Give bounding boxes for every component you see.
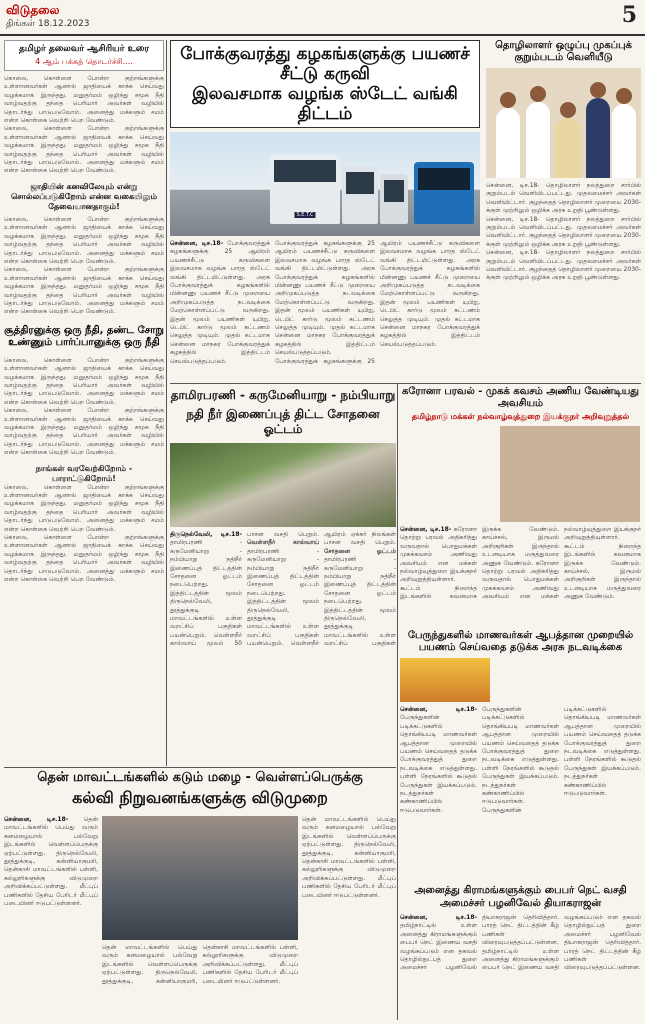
bus-image bbox=[342, 166, 378, 224]
section-divider bbox=[4, 767, 396, 768]
river-body-text: தாமிரபரணி - கருமேனியாறு - நம்பியாறு நதிநீர் இணைப்புத் திட்டத்தின் சோதனை ஓட்டம் நடைபெற்றது. இத்திட்டத்தின் மூலம் திருநெல்வேலி, தூத்துக்குடி மாவட்டங்களில் உள்ள வறட்சிப் பகுதிகள் bbox=[324, 556, 396, 648]
event-photo bbox=[486, 68, 641, 178]
bus-photo bbox=[170, 132, 480, 236]
editorial-continued: 4 ஆம் பக்கத் தொடர்ச்சி.... bbox=[35, 57, 133, 66]
river-headline-line1: தாமிரபரணி - கருமேனியாறு - நம்பியாறு bbox=[170, 388, 396, 402]
rain-headline-line1: தென் மாவட்டங்களில் கடும் மழை - வெள்ளப்பெருக்கு bbox=[37, 770, 363, 785]
river-link-story bbox=[170, 386, 396, 648]
river-body-text: தாமிரபரணி - கருமேனியாறு - நம்பியாறு நதிநீர் இணைப்புத் திட்டத்தின் சோதனை ஓட்டம் நடைபெற்றது. இத்திட்டத்தின் மூலம் திருநெல்வேலி, தூத்துக்குடி மாவட்டங்களில் உள்ள வறட்சிப் பகுதிகள் பயன்பெறும். வெள்ளநீர் ஆயிரம் ஏக்கர் நிலங்கள் பாசன வசதி பெறும். bbox=[247, 531, 396, 648]
bus-image bbox=[414, 162, 474, 224]
fibernet-body bbox=[400, 914, 641, 1014]
river-subhead: சோதனை ஓட்டம் bbox=[324, 547, 396, 555]
corona-body bbox=[400, 526, 641, 626]
fibernet-headline-line1: அனைத்து கிராமங்களுக்கும் பைபர் நெட் வசதி bbox=[414, 885, 627, 896]
river-dateline: திருநெல்வேலி, டிச.18- bbox=[170, 531, 242, 538]
fibernet-story bbox=[400, 884, 641, 1020]
corona-dateline: சென்னை, டிச.18- bbox=[400, 526, 452, 533]
students-body-text: பேருந்துகளின் படிக்கட்டுகளில் தொங்கியபடி மாணவர்கள் ஆபத்தான முறையில் பயணம் செய்வதைத் தடுக்க போக்குவரத்துத் துறை நடவடிக்கை எடுத்துள்ளது. பள்ளி நேரங்களில் கூடுதல் பேருந்துகள் இயக்கப்படும். நடத்துநர்கள் கண்காணிப்பில் ஈடுபடுவார்கள். bbox=[482, 706, 559, 806]
editorial-header bbox=[4, 40, 164, 71]
corona-body-text: கரோனா தொற்று பரவல் அதிகரித்து வருவதால் பொதுமக்கள் முகக்கவசம் அணிவது அவசியம் என மக்கள் நல்வாழ்வுத்துறை இயக்குநர் அறிவுறுத்தியுள்ளார். கூட்டம் நிறைந்த இடங்களில் கவனமாக இருக்க வேண்டும். காய்ச்சல், இருமல் அறிகுறிகள் இருந்தால் உடனடியாக மருத்துவரை அணுக வேண்டும். bbox=[482, 526, 641, 601]
rain-headline-line2: கல்வி நிறுவனங்களுக்கு விடுமுறை bbox=[72, 788, 328, 807]
lead-headline bbox=[170, 40, 480, 128]
editorial-body-8: கொலை, கொள்ளை போன்ற குற்றங்களுக்கு உள்ளானவர்கள் ஆனால் ஜாதியைக் காக்க செய்வது வழக்கமாக இருந்தது. மனுதர்மம் ஒழிந்து சமூக நீதி வாழ்வதற்கு தந்தை பெரியார் அவர்கள் வழியில் தொடர்ந்து பாடுபடுவோம். அனைத்து மக்களும் சமம் என்ற கொள்கை வெற்றி பெற வேண்டும். bbox=[4, 534, 164, 584]
students-bus-story bbox=[400, 630, 641, 880]
rain-body-text: தென் மாவட்டங்களில் பெய்து வரும் கனமழையால் பல்வேறு இடங்களில் வெள்ளப்பெருக்கு ஏற்பட்டுள்ளது. திருநெல்வேலி, தூத்துக்குடி, கன்னியாகுமரி, தென்காசி மாவட்டங்களில் பள்ளி, கல்லூரிகளுக்கு விடுமுறை அறிவிக்கப்பட்டுள்ளது. மீட்புப் பணிகளில் தேசிய பேரிடர் மீட்புப் படையினர் ஈடுபட்டுள்ளனர். bbox=[4, 816, 98, 908]
lead-headline-line1: போக்குவரத்து கழகங்களுக்கு பயணச் சீட்டு கருவி bbox=[180, 44, 470, 84]
rain-body-bottom: தென் மாவட்டங்களில் பெய்து வரும் கனமழையால் பல்வேறு இடங்களில் வெள்ளப்பெருக்கு ஏற்பட்டுள்ளது. திருநெல்வேலி, தூத்துக்குடி, கன்னியாகுமரி, தென்காசி மாவட்டங்களில் பள்ளி, கல்லூரிகளுக்கு விடுமுறை அறிவிக்கப்பட்டுள்ளது. மீட்புப் பணிகளில் தேசிய பேரிடர் மீட்புப் படையினர் ஈடுபட்டுள்ளனர். bbox=[102, 944, 298, 985]
editorial-column bbox=[4, 40, 164, 766]
rain-story bbox=[4, 770, 396, 1020]
editorial-body: கொலை, கொள்ளை போன்ற குற்றங்களுக்கு உள்ளானவர்கள் ஆனால் ஜாதியைக் காக்க செய்வது வழக்கமாக இருந்தது. மனுதர்மம் ஒழிந்து சமூக நீதி வாழ்வதற்கு தந்தை பெரியார் அவர்கள் வழியில் தொடர்ந்து பாடுபடுவோம். அனைத்து மக்களும் சமம் என்ற கொள்கை வெற்றி பெற வேண்டும். bbox=[4, 75, 164, 125]
rain-body-left bbox=[4, 816, 98, 1020]
editorial-pullquote: ஜாதியின் கனவிலேயும் என்று சொல்லப்படுகிறோம் என்ன வகையிலும் தேவையானதாகும்! bbox=[10, 181, 158, 211]
mask-photo bbox=[500, 426, 640, 522]
editorial-body-2: கொலை, கொள்ளை போன்ற குற்றங்களுக்கு உள்ளானவர்கள் ஆனால் ஜாதியைக் காக்க செய்வது வழக்கமாக இருந்தது. மனுதர்மம் ஒழிந்து சமூக நீதி வாழ்வதற்கு தந்தை பெரியார் அவர்கள் வழியில் தொடர்ந்து பாடுபடுவோம். அனைத்து மக்களும் சமம் என்ற கொள்கை வெற்றி பெற வேண்டும். bbox=[4, 125, 164, 175]
lead-story bbox=[170, 40, 480, 380]
lead-body-text: போக்குவரத்துக் கழகங்களுக்கு 25 ஆயிரம் பயணச்சீட்டு கருவிகளை இலவசமாக வழங்க பாரத ஸ்டேட் வங்கி திட்டமிட்டுள்ளது. அரசு போக்குவரத்துக் கழகங்களில் மின்னணு பயணச் சீட்டு முறையை அறிமுகப்படுத்த நடவடிக்கை மேற்கொள்ளப்பட்டு வருகிறது. இதன் மூலம் பயணிகள் யுபிஐ, டெபிட் கார்டு மூலம் கட்டணம் செலுத்த முடியும். முதல் கட்டமாக சென்னை மாநகர போக்குவரத்துக் கழகத்தில் இத்திட்டம் செயல்படுத்தப்படும். bbox=[275, 240, 375, 357]
short-film-body-2: சென்னை, டிச.18- தொழிலாளர் நலத்துறை சார்பில் குறும்படம் வெளியிடப்பட்டது. முதலமைச்சர் அவர்கள் வெளியிட்டார். குழந்தைத் தொழிலாளர் முறையை 2030-க்குள் முற்றிலும் ஒழிக்க அரசு உறுதி பூண்டுள்ளது. bbox=[486, 215, 641, 248]
editorial-body-3: கொலை, கொள்ளை போன்ற குற்றங்களுக்கு உள்ளானவர்கள் ஆனால் ஜாதியைக் காக்க செய்வது வழக்கமாக இருந்தது. மனுதர்மம் ஒழிந்து சமூக நீதி வாழ்வதற்கு தந்தை பெரியார் அவர்கள் வழியில் தொடர்ந்து பாடுபடுவோம். அனைத்து மக்களும் சமம் என்ற கொள்கை வெற்றி பெற வேண்டும். bbox=[4, 215, 164, 265]
lead-body-text: போக்குவரத்துக் கழகங்களுக்கு 25 ஆயிரம் பயணச்சீட்டு கருவிகளை இலவசமாக வழங்க பாரத ஸ்டேட் வங்கி திட்டமிட்டுள்ளது. அரசு போக்குவரத்துக் கழகங்களில் மின்னணு பயணச் சீட்டு முறையை அறிமுகப்படுத்த நடவடிக்கை மேற்கொள்ளப்பட்டு வருகிறது. இதன் மூலம் பயணிகள் யுபிஐ, டெபிட் கார்டு மூலம் கட்டணம் செலுத்த முடியும். முதல் கட்டமாக சென்னை மாநகர போக்குவரத்துக் கழகத்தில் இத்திட்டம் செயல்படுத்தப்படும். bbox=[170, 240, 270, 365]
corona-body-text: கரோனா தொற்று பரவல் அதிகரித்து வருவதால் பொதுமக்கள் முகக்கவசம் அணிவது அவசியம் என மக்கள் நல்வாழ்வுத்துறை இயக்குநர் அறிவுறுத்தியுள்ளார். கூட்டம் நிறைந்த இடங்களில் கவனமாக இருக்க வேண்டும். காய்ச்சல், இருமல் அறிகுறிகள் இருந்தால் உடனடியாக மருத்துவரை அணுக வேண்டும். bbox=[400, 526, 559, 601]
students-body bbox=[400, 706, 641, 876]
masthead bbox=[0, 0, 645, 36]
students-headline-line1: பேருந்துகளில் மாணவர்கள் ஆபத்தான முறையில் bbox=[407, 630, 634, 641]
short-film-body: சென்னை, டிச.18- தொழிலாளர் நலத்துறை சார்பில் குறும்படம் வெளியிடப்பட்டது. முதலமைச்சர் அவர்கள் வெளியிட்டார். குழந்தைத் தொழிலாளர் முறையை 2030-க்குள் முற்றிலும் ஒழிக்க அரசு உறுதி பூண்டுள்ளது. bbox=[486, 182, 641, 215]
rain-body-right: தென் மாவட்டங்களில் பெய்து வரும் கனமழையால் பல்வேறு இடங்களில் வெள்ளப்பெருக்கு ஏற்பட்டுள்ளது. திருநெல்வேலி, தூத்துக்குடி, கன்னியாகுமரி, தென்காசி மாவட்டங்களில் பள்ளி, கல்லூரிகளுக்கு விடுமுறை அறிவிக்கப்பட்டுள்ளது. மீட்புப் பணிகளில் தேசிய பேரிடர் மீட்புப் படையினர் ஈடுபட்டுள்ளனர். bbox=[302, 816, 396, 899]
lead-body-text: போக்குவரத்துக் கழகங்களுக்கு 25 ஆயிரம் பயணச்சீட்டு கருவிகளை இலவசமாக வழங்க பாரத ஸ்டேட் வங்கி திட்டமிட்டுள்ளது. அரசு போக்குவரத்துக் கழகங்களில் மின்னணு பயணச் சீட்டு முறையை அறிமுகப்படுத்த நடவடிக்கை மேற்கொள்ளப்பட்டு வருகிறது. இதன் மூலம் பயணிகள் யுபிஐ, டெபிட் கார்டு மூலம் கட்டணம் செலுத்த முடியும். முதல் கட்டமாக சென்னை மாநகர போக்குவரத்துக் கழகத்தில் இத்திட்டம் செயல்படுத்தப்படும். bbox=[275, 240, 480, 365]
column-divider bbox=[397, 383, 398, 1020]
editorial-signoff: நாங்கள் வரவேற்கிறோம் - பாராட்டுகிறோம்! bbox=[35, 463, 133, 483]
corona-story bbox=[400, 386, 641, 626]
bus-image bbox=[270, 154, 340, 224]
editorial-body-4: கொலை, கொள்ளை போன்ற குற்றங்களுக்கு உள்ளானவர்கள் ஆனால் ஜாதியைக் காக்க செய்வது வழக்கமாக இருந்தது. மனுதர்மம் ஒழிந்து சமூக நீதி வாழ்வதற்கு தந்தை பெரியார் அவர்கள் வழியில் தொடர்ந்து பாடுபடுவோம். அனைத்து மக்களும் சமம் என்ற கொள்கை வெற்றி பெற வேண்டும். bbox=[4, 266, 164, 316]
students-body-text: பேருந்துகளின் படிக்கட்டுகளில் தொங்கியபடி மாணவர்கள் ஆபத்தான முறையில் பயணம் செய்வதைத் தடுக்க போக்குவரத்துத் துறை நடவடிக்கை எடுத்துள்ளது. பள்ளி நேரங்களில் கூடுதல் பேருந்துகள் இயக்கப்படும். நடத்துநர்கள் கண்காணிப்பில் ஈடுபடுவார்கள். bbox=[482, 706, 641, 814]
short-film-body-3: சென்னை, டிச.18- தொழிலாளர் நலத்துறை சார்பில் குறும்படம் வெளியிடப்பட்டது. முதலமைச்சர் அவர்கள் வெளியிட்டார். குழந்தைத் தொழிலாளர் முறையை 2030-க்குள் முற்றிலும் ஒழிக்க அரசு உறுதி பூண்டுள்ளது. bbox=[486, 249, 641, 282]
editorial-body-5: கொலை, கொள்ளை போன்ற குற்றங்களுக்கு உள்ளானவர்கள் ஆனால் ஜாதியைக் காக்க செய்வது வழக்கமாக இருந்தது. மனுதர்மம் ஒழிந்து சமூக நீதி வாழ்வதற்கு தந்தை பெரியார் அவர்கள் வழியில் தொடர்ந்து பாடுபடுவோம். அனைத்து மக்களும் சமம் என்ற கொள்கை வெற்றி பெற வேண்டும். bbox=[4, 356, 164, 406]
fibernet-dateline: சென்னை, டிச.18- bbox=[400, 914, 477, 921]
editorial-body-6: கொலை, கொள்ளை போன்ற குற்றங்களுக்கு உள்ளானவர்கள் ஆனால் ஜாதியைக் காக்க செய்வது வழக்கமாக இருந்தது. மனுதர்மம் ஒழிந்து சமூக நீதி வாழ்வதற்கு தந்தை பெரியார் அவர்கள் வழியில் தொடர்ந்து பாடுபடுவோம். அனைத்து மக்களும் சமம் என்ற கொள்கை வெற்றி பெற வேண்டும். bbox=[4, 407, 164, 457]
editorial-body-7: கொலை, கொள்ளை போன்ற குற்றங்களுக்கு உள்ளானவர்கள் ஆனால் ஜாதியைக் காக்க செய்வது வழக்கமாக இருந்தது. மனுதர்மம் ஒழிந்து சமூக நீதி வாழ்வதற்கு தந்தை பெரியார் அவர்கள் வழியில் தொடர்ந்து பாடுபடுவோம். அனைத்து மக்களும் சமம் என்ற கொள்கை வெற்றி பெற வேண்டும். bbox=[4, 483, 164, 533]
issue-date: திங்கள் 18.12.2023 bbox=[6, 19, 90, 29]
river-headline-line2: நதி நீர் இணைப்புத் திட்ட சோதனை ஓட்டம் bbox=[186, 407, 380, 436]
students-photo bbox=[400, 658, 490, 702]
flood-photo bbox=[102, 816, 298, 940]
section-divider bbox=[170, 383, 641, 384]
river-photo bbox=[170, 443, 396, 527]
lead-dateline: சென்னை, டிச.18- bbox=[170, 240, 224, 247]
page-number: 5 bbox=[621, 2, 637, 28]
river-body-text: தாமிரபரணி - கருமேனியாறு - நம்பியாறு நதிநீர் இணைப்புத் திட்டத்தின் சோதனை ஓட்டம் நடைபெற்றது. இத்திட்டத்தின் மூலம் திருநெல்வேலி, தூத்துக்குடி மாவட்டங்களில் உள்ள வறட்சிப் பகுதிகள் பயன்பெறும். வெள்ளநீர் கால்வாய் மூலம் 50 பாசன வசதி பெறும். bbox=[170, 531, 319, 648]
lead-body bbox=[170, 240, 480, 380]
rain-dateline: சென்னை, டிச.18- bbox=[4, 816, 69, 823]
newspaper-name: விடுதலை bbox=[6, 3, 60, 17]
students-body-text: பேருந்துகளின் படிக்கட்டுகளில் தொங்கியபடி மாணவர்கள் ஆபத்தான முறையில் பயணம் செய்வதைத் தடுக்க போக்குவரத்துத் துறை நடவடிக்கை எடுத்துள்ளது. பள்ளி நேரங்களில் கூடுதல் பேருந்துகள் இயக்கப்படும். நடத்துநர்கள் கண்காணிப்பில் ஈடுபடுவார்கள். bbox=[400, 714, 477, 814]
fibernet-body-text: தமிழ்நாட்டில் உள்ள அனைத்து கிராமங்களுக்கும் பைபர் நெட் இணைய வசதி வழங்கப்படும் என தகவல் தொழில்நுட்பத் துறை அமைச்சர் பழனிவேல் தியாகராஜன் தெரிவித்தார். பாரத் நெட் திட்டத்தின் கீழ் பணிகள் விரைவுபடுத்தப்பட்டுள்ளன. bbox=[400, 914, 559, 972]
short-film-headline: தொழிலாளர் ஒழுப்பு முகப்புக் குறும்படம் வெளியீடு bbox=[495, 40, 632, 63]
corona-headline-line1: கரோனா பரவல் - முகக் கவசம் அணிய வேண்டியது அவசியம் bbox=[402, 386, 639, 409]
river-subhead: வெள்ளநீர் கால்வாய் bbox=[247, 539, 319, 547]
river-body bbox=[170, 531, 396, 648]
fibernet-headline-line2: அமைச்சர் பழனிவேல் தியாகராஜன் bbox=[439, 898, 602, 909]
editorial-title: தமிழர் தலைவர் ஆசிரியர் உரை bbox=[19, 44, 149, 54]
editorial-midline: சூத்திரனுக்கு ஒரு நீதி, தண்ட சோறு உண்ணும் பார்ப்பானுக்கு ஒரு நீதி bbox=[4, 324, 164, 348]
students-dateline: சென்னை, டிச.18- bbox=[400, 706, 477, 713]
fibernet-body-text: தமிழ்நாட்டில் உள்ள அனைத்து கிராமங்களுக்கும் பைபர் நெட் இணைய வசதி வழங்கப்படும் என தகவல் தொழில்நுட்பத் துறை அமைச்சர் பழனிவேல் தியாகராஜன் தெரிவித்தார். பாரத் நெட் திட்டத்தின் கீழ் பணிகள் விரைவுபடுத்தப்பட்டுள்ளன. bbox=[482, 914, 641, 972]
lead-headline-line2: இலவசமாக வழங்க ஸ்டேட் வங்கி திட்டம் bbox=[192, 84, 458, 124]
column-divider bbox=[166, 40, 167, 766]
students-headline-line2: பயணம் செய்வதை தடுக்க அரசு நடவடிக்கை bbox=[418, 642, 623, 653]
bus-label: S.E.T.C bbox=[296, 212, 314, 218]
short-film-story bbox=[486, 40, 641, 384]
bus-image bbox=[380, 174, 408, 224]
corona-headline-line2: தமிழ்நாடு மக்கள் நல்வாழ்வுத்துறை இயக்குநர் அறிவுறுத்தல் bbox=[411, 412, 630, 421]
